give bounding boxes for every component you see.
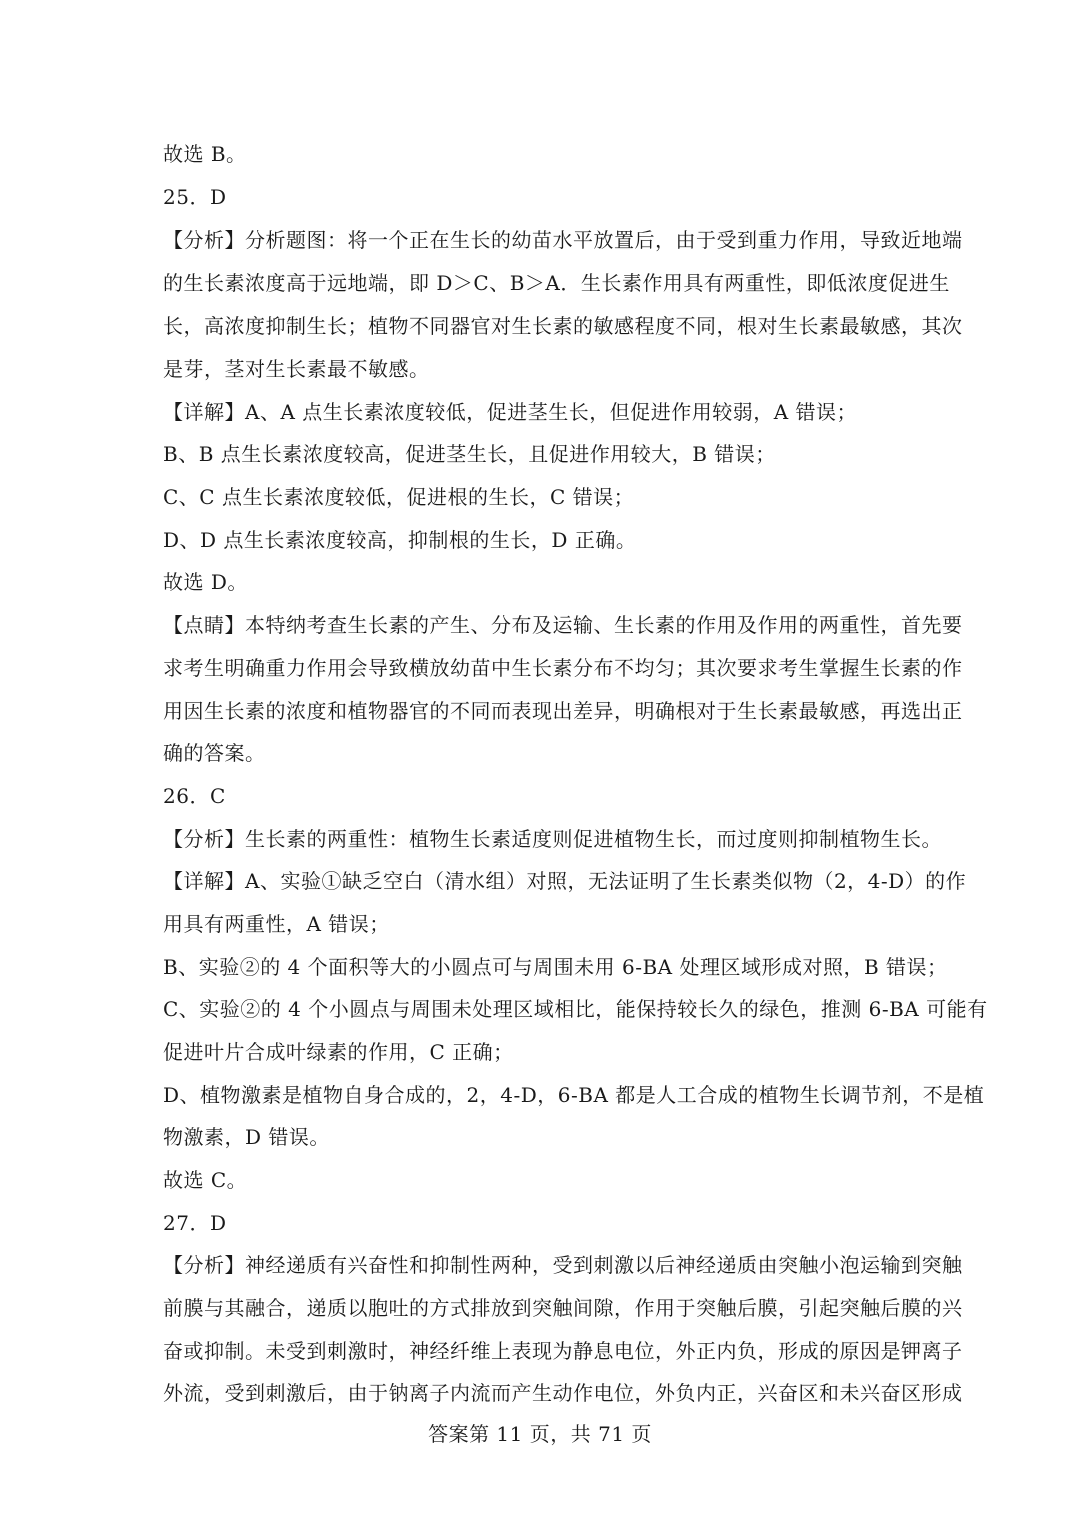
text-line: 【详解】A、实验①缺乏空白（清水组）对照，无法证明了生长素类似物（2，4-D）的作: [163, 869, 967, 893]
text-line: 故选 D。: [163, 570, 248, 594]
text-line: 用具有两重性，A 错误；: [163, 912, 390, 936]
page-footer: 答案第 11 页，共 71 页: [428, 1422, 652, 1446]
text-line: 26．C: [163, 784, 226, 808]
text-line: 用因生长素的浓度和植物器官的不同而表现出差异，明确根对于生长素最敏感，再选出正: [163, 699, 963, 723]
text-line: 前膜与其融合，递质以胞吐的方式排放到突触间隙，作用于突触后膜，引起突触后膜的兴: [163, 1296, 963, 1320]
text-line: 27．D: [163, 1211, 227, 1235]
text-line: 长，高浓度抑制生长；植物不同器官对生长素的敏感程度不同，根对生长素最敏感，其次: [163, 314, 963, 338]
text-line: 故选 B。: [163, 142, 247, 166]
text-line: 【分析】生长素的两重性：植物生长素适度则促进植物生长，而过度则抑制植物生长。: [163, 827, 942, 851]
text-line: 是芽，茎对生长素最不敏感。: [163, 357, 430, 381]
text-line: 奋或抑制。未受到刺激时，神经纤维上表现为静息电位，外正内负，形成的原因是钾离子: [163, 1339, 963, 1363]
text-line: 【分析】分析题图：将一个正在生长的幼苗水平放置后，由于受到重力作用，导致近地端: [163, 228, 963, 252]
text-line: 求考生明确重力作用会导致横放幼苗中生长素分布不均匀；其次要求考生掌握生长素的作: [163, 656, 963, 680]
text-line: 促进叶片合成叶绿素的作用，C 正确；: [163, 1040, 514, 1064]
text-line: 确的答案。: [163, 741, 266, 765]
text-line: 【分析】神经递质有兴奋性和抑制性两种，受到刺激以后神经递质由突触小泡运输到突触: [163, 1253, 963, 1277]
text-line: 【点睛】本特纳考查生长素的产生、分布及运输、生长素的作用及作用的两重性，首先要: [163, 613, 963, 637]
text-line: B、B 点生长素浓度较高，促进茎生长，且促进作用较大，B 错误；: [163, 442, 776, 466]
text-line: 25．D: [163, 185, 227, 209]
text-line: 【详解】A、A 点生长素浓度较低，促进茎生长，但促进作用较弱，A 错误；: [163, 400, 858, 424]
text-line: 外流，受到刺激后，由于钠离子内流而产生动作电位，外负内正，兴奋区和未兴奋区形成: [163, 1381, 963, 1405]
text-line: B、实验②的 4 个面积等大的小圆点可与周围未用 6-BA 处理区域形成对照，B 错误；: [163, 955, 948, 979]
text-line: D、植物激素是植物自身合成的，2，4-D，6-BA 都是人工合成的植物生长调节剂，不是植: [163, 1083, 985, 1107]
text-line: C、C 点生长素浓度较低，促进根的生长，C 错误；: [163, 485, 635, 509]
text-line: D、D 点生长素浓度较高，抑制根的生长，D 正确。: [163, 528, 637, 552]
text-line: 故选 C。: [163, 1168, 248, 1192]
text-line: C、实验②的 4 个小圆点与周围未处理区域相比，能保持较长久的绿色，推测 6-BA 可能有: [163, 997, 988, 1021]
text-line: 物激素，D 错误。: [163, 1125, 330, 1149]
text-line: 的生长素浓度高于远地端，即 D＞C、B＞A．生长素作用具有两重性，即低浓度促进生: [163, 271, 950, 295]
